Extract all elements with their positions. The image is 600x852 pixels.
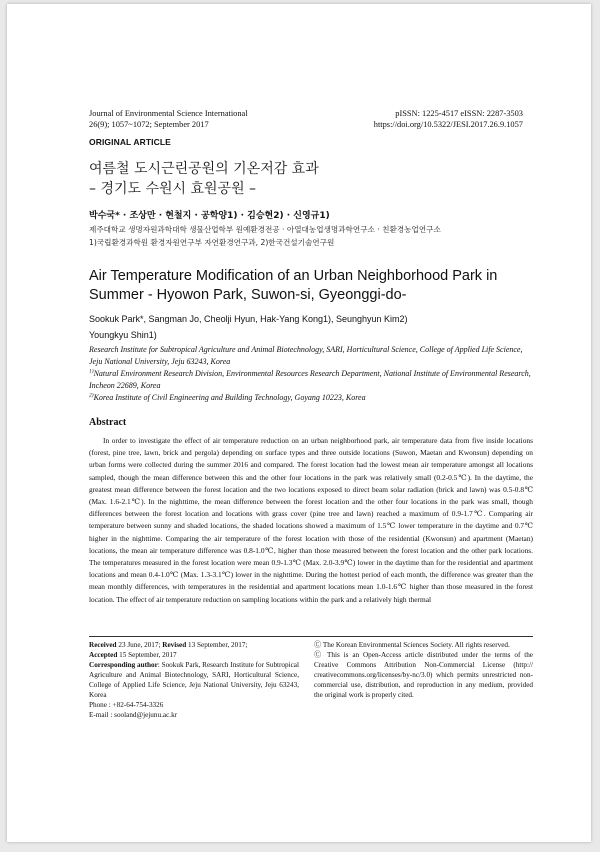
journal-name: Journal of Environmental Science International xyxy=(89,109,248,118)
journal-volume: 26(9); 1057~1072; September 2017 xyxy=(89,120,209,129)
article-history xyxy=(89,640,299,720)
revised-label: Revised xyxy=(162,641,187,649)
article-type: ORIGINAL ARTICLE xyxy=(89,137,171,147)
received-date: 23 June, 2017; xyxy=(118,641,161,649)
english-affiliations xyxy=(89,344,534,404)
abstract-heading: Abstract xyxy=(89,417,127,428)
journal-issn: pISSN: 1225-4517 eISSN: 2287-3503 xyxy=(395,109,523,118)
journal-info xyxy=(89,108,248,130)
accepted-date: 15 September, 2017 xyxy=(119,651,177,659)
paper-page xyxy=(7,4,591,842)
korean-affiliations xyxy=(89,223,441,249)
affiliation-2 xyxy=(89,368,534,392)
korean-title xyxy=(89,159,319,199)
footer-divider xyxy=(89,636,533,637)
history-dates xyxy=(89,640,299,660)
abstract-body: In order to investigate the effect of air temperature reduction on an urban neighborhood park, air temperature data from five inside locations (forest, pine tree, lawn, brick and pergola) depending on surface types and three outside locations (Suwon, Maetan and Kwonsun) depending on urban forms were collected during the summer 2016 and compared. The forest location had the lowest mean air temperature amongst all locations sampled, though the mean difference between this and the other four locations in the park was relatively small (0.2-0.5℃). In the daytime, the greatest mean difference between the forest location and the two locations exposed to direct beam solar radiation (brick and lawn) was 0.5-0.8℃ (Max. 1.6-2.1℃). In the nighttime, the mean difference between the forest location and the other four locations in the park was small, though differences between the forest location and locations with grass cover (pine tree and lawn) reached a maximum of 0.9-1.7℃. Comparing air temperature between sunny and shaded locations, the shaded locations showed a maximum of 1.5℃ lower temperature in the daytime and 0.7℃ higher in the nighttime. Comparing the air temperature of the forest location with those of the residential (Kwonsun) and apartment (Maetan) locations, the mean air temperature difference was 0.8-1.0℃, higher than those measured between the forest location and the other park locations. The temperatures measured in the forest location were mean 0.9-1.3℃ (Max. 2.0-3.9℃) lower in the daytime than for the residential and apartment locations and mean 0.4-1.0℃ (Max. 1.3-3.1℃) lower in the nighttime. During the hottest period of each month, the difference was greater than the mean monthly differences, with temperatures in the residential and apartment locations mean 1.0-1.6℃ higher than those measured in the forest location. The effect of air temperature reduction on sampling locations within the park and a relatively high thermal xyxy=(89,436,533,604)
korean-authors: 박수국* · 조상만 · 현철지 · 공학양1) · 김승현2) · 신영규1) xyxy=(89,211,330,221)
english-title: Air Temperature Modification of an Urban Neighborhood Park in Summer - Hyowon Park, Suwon-si, Gyeonggi-do- xyxy=(89,268,498,303)
affiliation-3 xyxy=(89,392,534,404)
journal-identifiers xyxy=(374,108,523,130)
affiliation-2-text: Natural Environment Research Division, Environmental Resources Research Department, National Institute of Environmental Research, Incheon 22689, Korea xyxy=(89,369,531,390)
affiliation-1: Research Institute for Subtropical Agriculture and Animal Biotechnology, SARI, Horticultural Science, College of Applied Life Science, Jeju National University, Jeju 63243, Korea xyxy=(89,345,523,366)
korean-title-line2: – 경기도 수원시 효원공원 – xyxy=(89,181,257,197)
corr-text: : Sookuk Park, Research Institute for Subtropical Agriculture and Animal Biotechnology, SARI, Horticultural Science, College of Applied Life Science, Jeju National University, Jeju 63243, Korea xyxy=(89,661,299,699)
copyright-text: Ⓒ The Korean Environmental Sciences Society. All rights reserved. xyxy=(314,641,510,649)
korean-title-line1: 여름철 도시근린공원의 기온저감 효과 xyxy=(89,161,319,177)
corresponding-author xyxy=(89,660,299,700)
accepted-label: Accepted xyxy=(89,651,118,659)
corr-label: Corresponding author xyxy=(89,661,158,669)
korean-affil-line1: 제주대학교 생명자원과학대학 생물산업학부 원예환경전공 · 아열대농업생명과학연구소 · 친환경농업연구소 xyxy=(89,225,441,234)
license-notice xyxy=(314,640,533,700)
affiliation-3-text: Korea Institute of Civil Engineering and Building Technology, Goyang 10223, Korea xyxy=(93,393,366,402)
corr-email[interactable]: E-mail : sooland@jejunu.ac.kr xyxy=(89,711,178,719)
affiliation-2-marker: 1) xyxy=(89,368,94,375)
license-text: Ⓒ This is an Open-Access article distributed under the terms of the Creative Commons Attribution Non-Commercial License (http:// creativecommons.org/licenses/by-nc/3.0) which permits unrestricted non-commercial use, distribution, and reproduction in any medium, provided the original work is properly cited. xyxy=(314,651,533,699)
affiliation-3-marker: 2) xyxy=(89,392,94,399)
revised-date: 13 September, 2017; xyxy=(188,641,248,649)
english-authors-line1: Sookuk Park*, Sangman Jo, Cheolji Hyun, Hak-Yang Kong1), Seunghyun Kim2) xyxy=(89,314,408,324)
english-authors xyxy=(89,311,529,343)
received-label: Received xyxy=(89,641,117,649)
journal-doi[interactable]: https://doi.org/10.5322/JESI.2017.26.9.1057 xyxy=(373,120,523,129)
english-authors-line2: Youngkyu Shin1) xyxy=(89,330,157,340)
corr-phone: Phone : +82-64-754-3326 xyxy=(89,701,164,709)
korean-affil-line2: 1)국립환경과학원 환경자원연구부 자연환경연구과, 2)한국건설기술연구원 xyxy=(89,238,335,247)
